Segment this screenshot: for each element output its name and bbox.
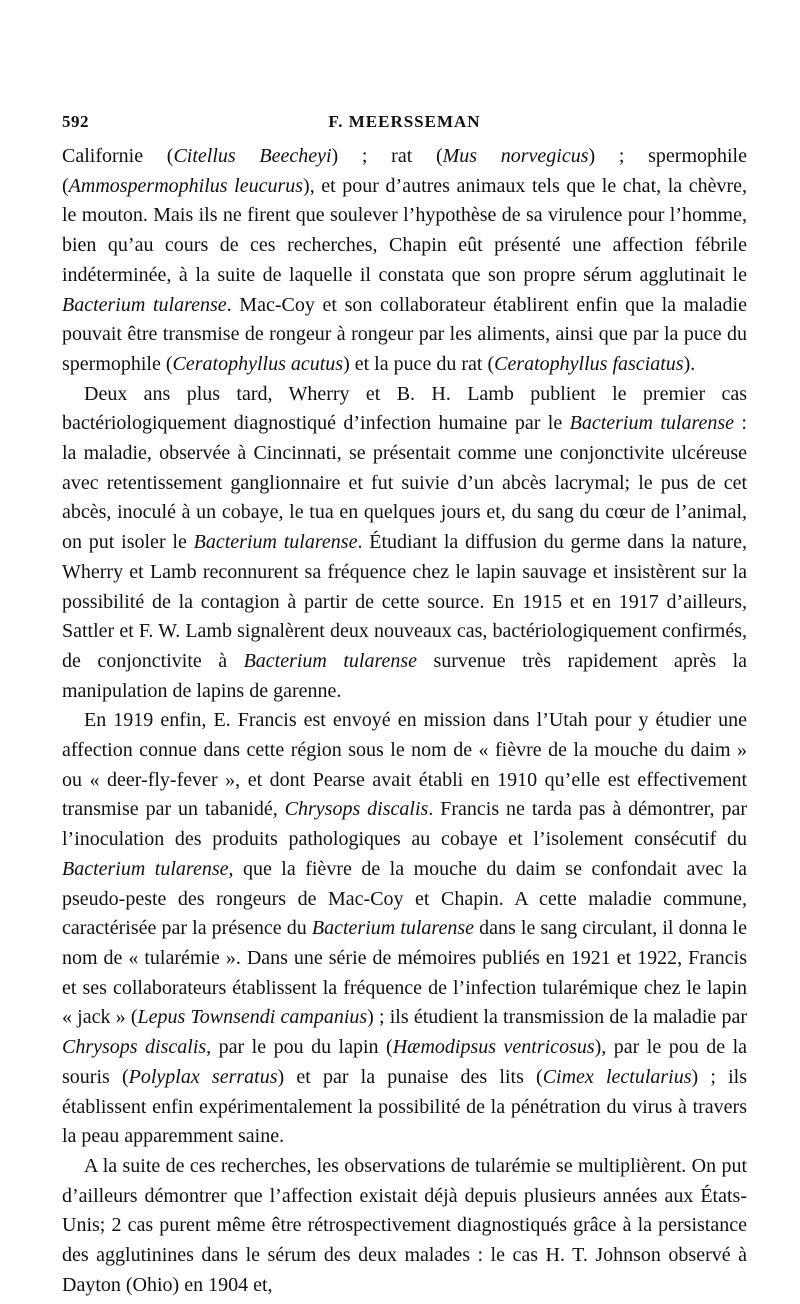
page-header (62, 112, 747, 142)
paragraph-2: Deux ans plus tard, Wherry et B. H. Lamb publient le premier cas bactériologiquement diagnostiqué d’infection humaine par le Bacterium tularense : la maladie, observée à Cincinnati, se présentait comme une conjonctivite ulcéreuse avec retentissement ganglionnaire et fut suivie d’un abcès lacrymal; le pus de cet abcès, inoculé à un cobaye, le tua en quelques jours et, du sang du cœur de l’animal, on put isoler le Bacterium tularense. Étudiant la diffusion du germe dans la nature, Wherry et Lamb reconnurent sa fréquence chez le lapin sauvage et insistèrent sur la possibilité de la contagion à partir de cette source. En 1915 et en 1917 d’ailleurs, Sattler et F. W. Lamb signalèrent deux nouveaux cas, bactériologiquement confirmés, de conjonctivite à Bacterium tularense survenue très rapidement après la manipulation de lapins de garenne. (62, 382, 747, 702)
paragraph-1: Californie (Citellus Beecheyi) ; rat (Mus norvegicus) ; spermophile (Ammospermophilus leucurus), et pour d’autres animaux tels que le chat, la chèvre, le mouton. Mais ils ne firent que soulever l’hypothèse de sa virulence pour l’homme, bien qu’au cours de ces recherches, Chapin eût présenté une affection fébrile indéterminée, à la suite de laquelle il constata que son propre sérum agglutinait le Bacterium tularense. Mac-Coy et son collaborateur établirent enfin que la maladie pouvait être transmise de rongeur à rongeur par les aliments, ainsi que par la puce du spermophile (Ceratophyllus acutus) et la puce du rat (Ceratophyllus fasciatus). (62, 145, 748, 375)
running-head: F. MEERSSEMAN (328, 112, 481, 131)
document-page (62, 112, 747, 1300)
page-number: 592 (62, 112, 89, 131)
paragraph-3: En 1919 enfin, E. Francis est envoyé en mission dans l’Utah pour y étudier une affection connue dans cette région sous le nom de « fièvre de la mouche du daim » ou « deer-fly-fever », et dont Pearse avait établi en 1910 qu’elle est effectivement transmise par un tabanidé, Chrysops discalis. Francis ne tarda pas à démontrer, par l’inoculation des produits pathologiques au cobaye et l’isolement consécutif du Bacterium tularense, que la fièvre de la mouche du daim se confondait avec la pseudo-peste des rongeurs de Mac-Coy et Chapin. A cette maladie commune, caractérisée par la présence du Bacterium tularense dans le sang circulant, il donna le nom de « tularémie ». Dans une série de mémoires publiés en 1921 et 1922, Francis et ses collaborateurs établissent la fréquence de l’infection tularémique chez le lapin « jack » (Lepus Townsendi campanius) ; ils étudient la transmission de la maladie par Chrysops discalis, par le pou du lapin (Hæmodipsus ventricosus), par le pou de la souris (Polyplax serratus) et par la punaise des lits (Cimex lectularius) ; ils établissent enfin expérimentalement la possibilité de la pénétration du virus à travers la peau apparemment saine. (62, 709, 748, 1148)
body-text (62, 142, 747, 1300)
paragraph-4: A la suite de ces recherches, les observations de tularémie se multiplièrent. On put d’ailleurs démontrer que l’affection existait déjà depuis plusieurs années aux États-Unis; 2 cas purent même être rétrospectivement diagnostiqués grâce à la persistance des agglutinines dans le sérum des deux malades : le cas H. T. Johnson observé à Dayton (Ohio) en 1904 et, (62, 1154, 747, 1296)
